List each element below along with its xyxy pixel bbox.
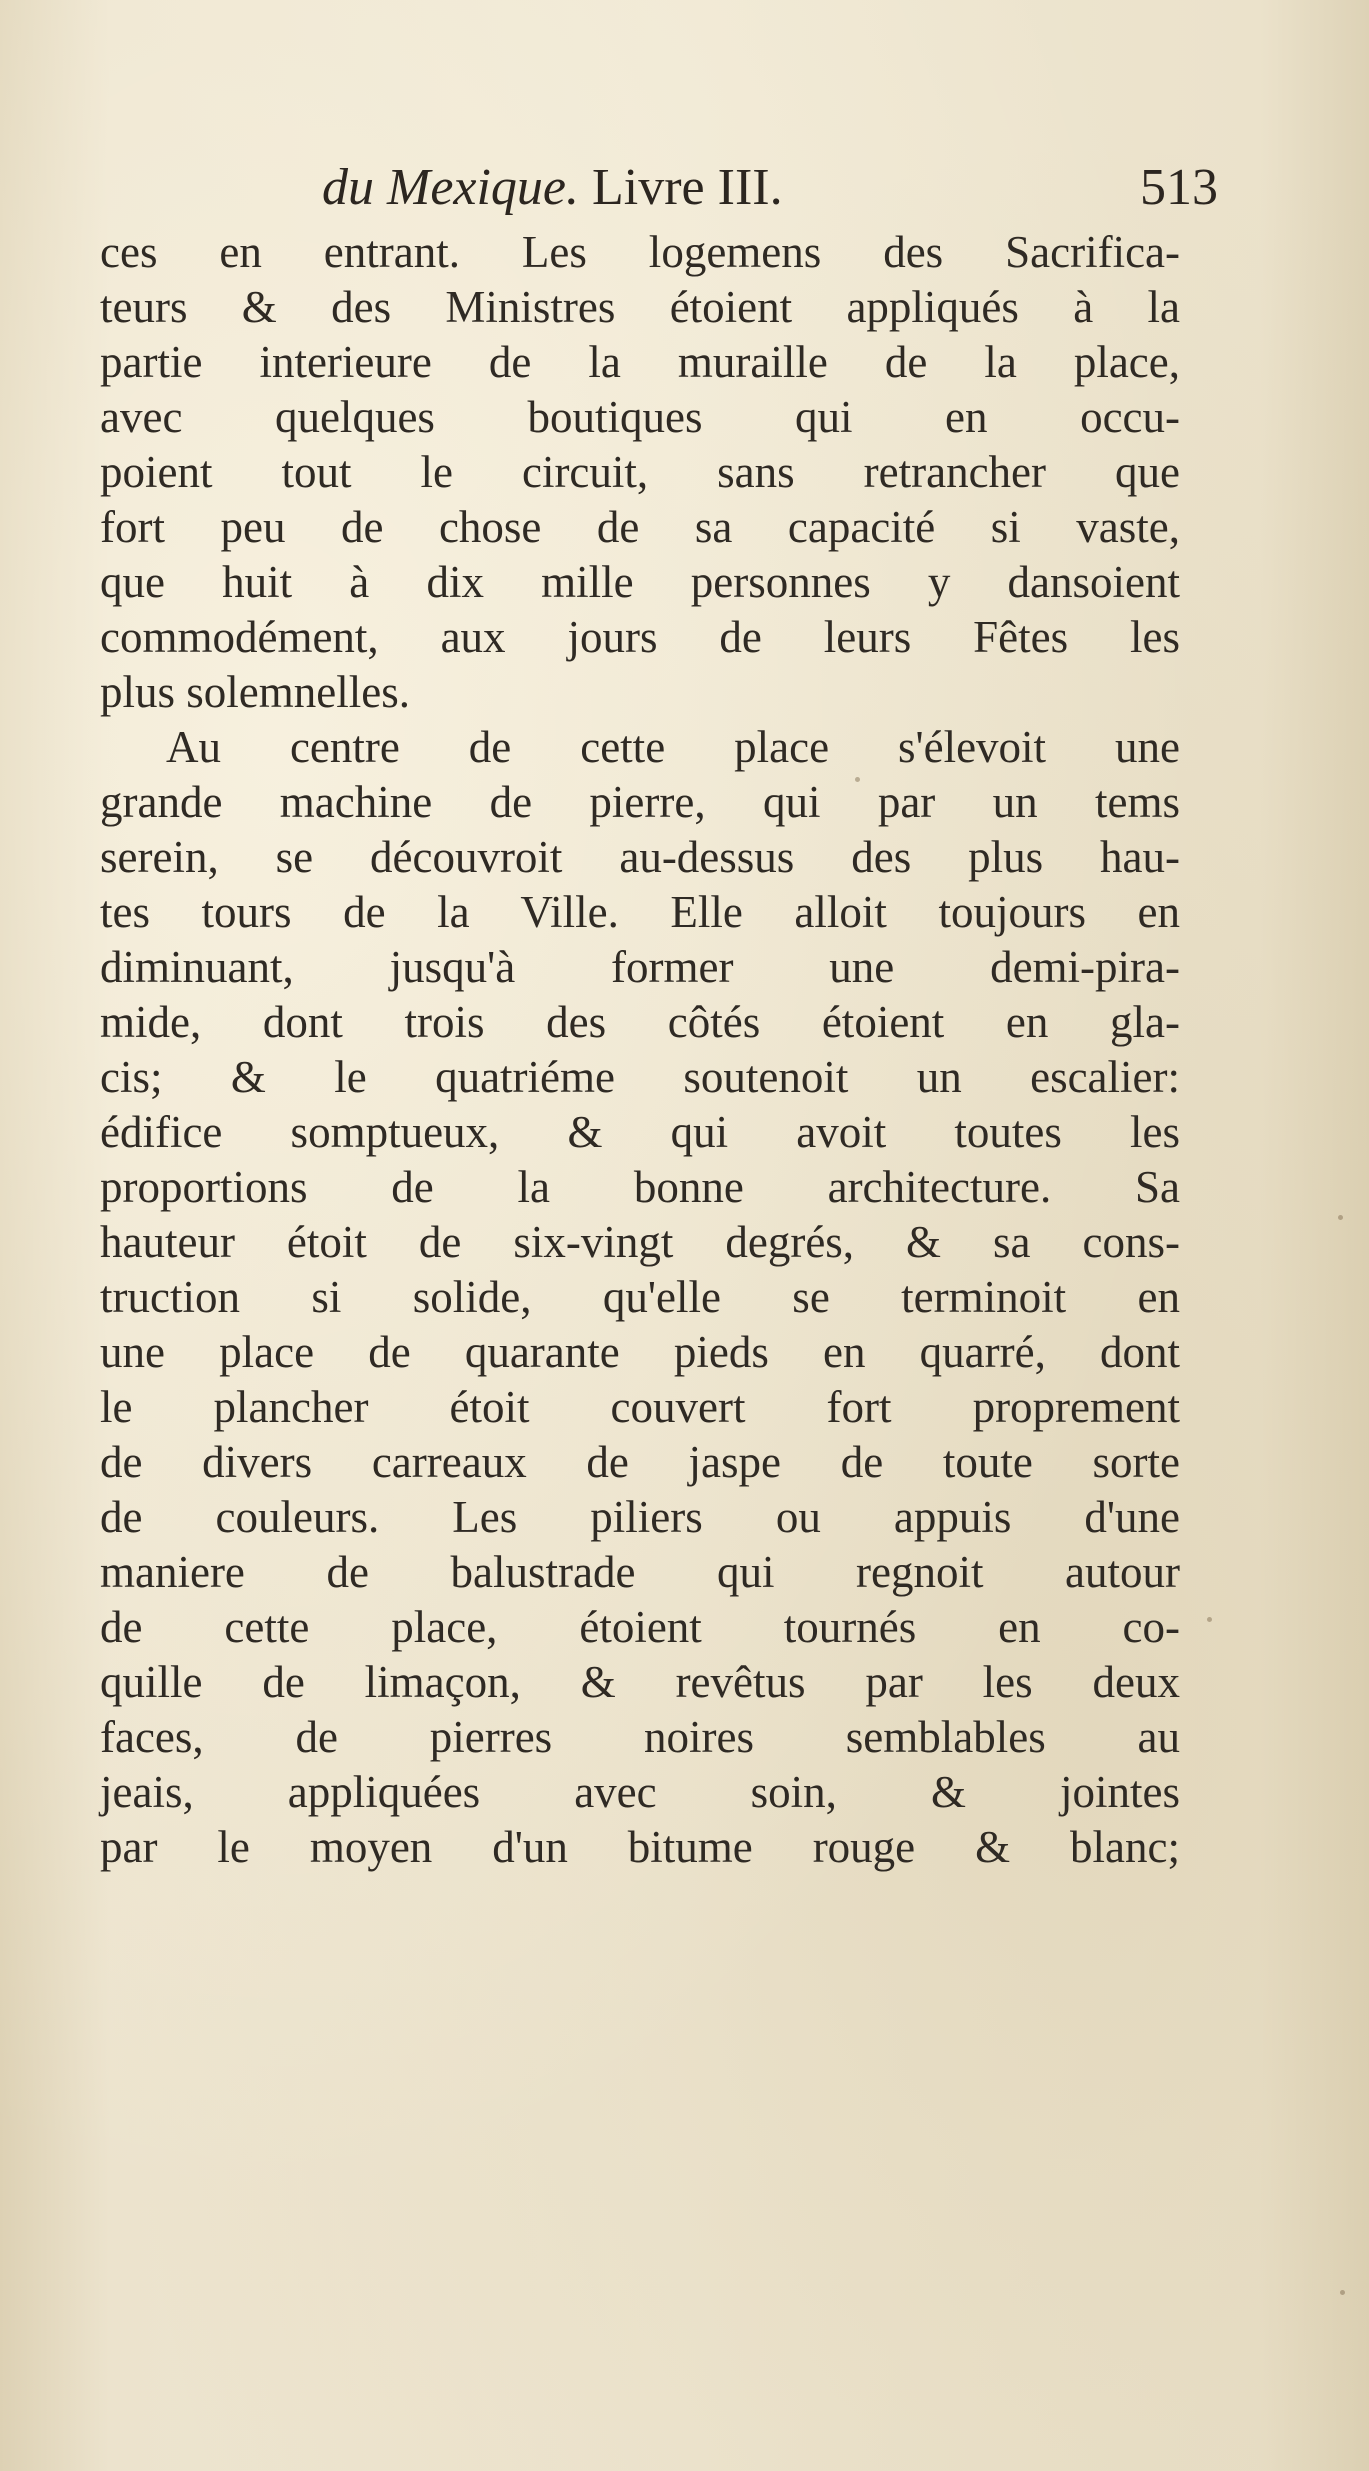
text-line: jeais, appliquées avec soin, & jointes — [100, 1767, 1180, 1817]
text-line: teurs & des Ministres étoient appliqués à la — [100, 282, 1180, 332]
running-title-italic: du Mexique. — [322, 159, 580, 216]
text-line: édifice somptueux, & qui avoit toutes les — [100, 1107, 1180, 1157]
text-line: commodément, aux jours de leurs Fêtes les — [100, 612, 1180, 662]
text-line: partie interieure de la muraille de la place, — [100, 337, 1180, 387]
paragraph-end-line: plus solemnelles. — [100, 667, 410, 717]
text-line: mide, dont trois des côtés étoient en gla- — [100, 997, 1180, 1047]
text-line: une place de quarante pieds en quarré, dont — [100, 1327, 1180, 1377]
page-number: 513 — [1140, 159, 1218, 216]
text-line: poient tout le circuit, sans retrancher que — [100, 447, 1180, 497]
running-title-roman: Livre III. — [579, 159, 783, 216]
text-line: ces en entrant. Les logemens des Sacrifica- — [100, 227, 1180, 277]
text-line: avec quelques boutiques qui en occu- — [100, 392, 1180, 442]
text-line: le plancher étoit couvert fort proprement — [100, 1382, 1180, 1432]
text-line: grande machine de pierre, qui par un tems — [100, 777, 1180, 827]
text-line: cis; & le quatriéme soutenoit un escalier: — [100, 1052, 1180, 1102]
text-line: proportions de la bonne architecture. Sa — [100, 1162, 1180, 1212]
text-line: fort peu de chose de sa capacité si vaste, — [100, 502, 1180, 552]
text-line: de cette place, étoient tournés en co- — [100, 1602, 1180, 1652]
text-line: truction si solide, qu'elle se terminoit en — [100, 1272, 1180, 1322]
body-text — [100, 225, 1180, 1875]
text-line: hauteur étoit de six-vingt degrés, & sa cons- — [100, 1217, 1180, 1267]
text-line: que huit à dix mille personnes y dansoient — [100, 557, 1180, 607]
text-line: de couleurs. Les piliers ou appuis d'une — [100, 1492, 1180, 1542]
running-title — [322, 158, 783, 217]
text-line: diminuant, jusqu'à former une demi-pira- — [100, 942, 1180, 992]
text-line: serein, se découvroit au-dessus des plus hau- — [100, 832, 1180, 882]
paragraph-first-line: Au centre de cette place s'élevoit une — [166, 722, 1180, 772]
text-line: maniere de balustrade qui regnoit autour — [100, 1547, 1180, 1597]
text-line: tes tours de la Ville. Elle alloit toujours en — [100, 887, 1180, 937]
paper-speck — [1338, 1215, 1343, 1220]
text-line: faces, de pierres noires semblables au — [100, 1712, 1180, 1762]
page-header — [100, 158, 1220, 228]
text-line: de divers carreaux de jaspe de toute sorte — [100, 1437, 1180, 1487]
text-line: par le moyen d'un bitume rouge & blanc; — [100, 1822, 1180, 1872]
paper-speck — [1207, 1617, 1212, 1622]
text-line: quille de limaçon, & revêtus par les deux — [100, 1657, 1180, 1707]
paper-speck — [855, 777, 860, 782]
paper-speck — [1340, 2290, 1345, 2295]
